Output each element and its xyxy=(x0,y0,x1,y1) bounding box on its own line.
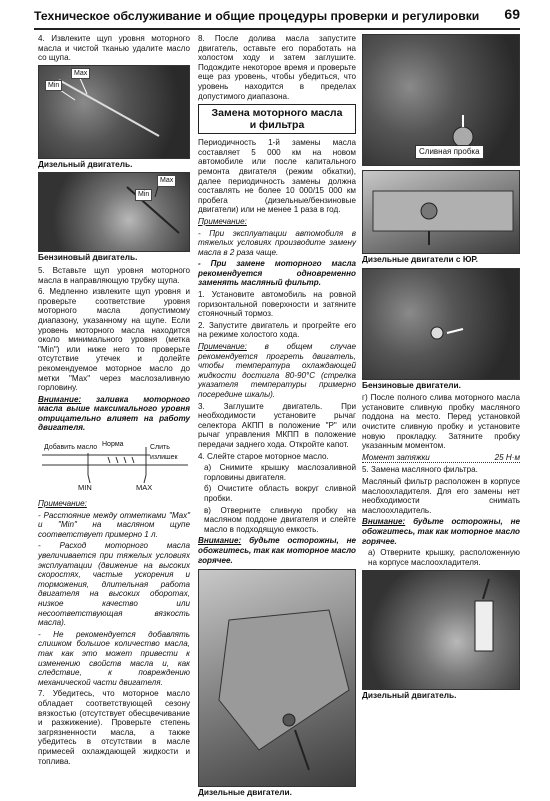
warning-label: Внимание: xyxy=(38,394,82,404)
step-6: 6. Медленно извлеките щуп уровня и проверьте соответствие уровня моторного масла допустимому диапазону, указанному на щупе. Если уровень моторного масла находится около минимального уровня (метка "Min") или ниже него то проверьте отсутствие утечек и долейте рекомендуемое моторное масло до метки "Max" через маслозаливную горловину. xyxy=(38,287,190,393)
diesel-dipstick-photo xyxy=(38,65,190,159)
note-item-3: - Не рекомендуется добавлять слишком большое количество масла, так как это может привести к изменению свойств масла и, как следствие, к повреждению механической части двигателя. xyxy=(38,629,190,687)
oil-cooler-photo xyxy=(362,570,520,690)
step-5: 5. Замена масляного фильтра. xyxy=(362,465,478,475)
caption-petrol: Бензиновый двигатель. xyxy=(38,252,138,263)
caption-diesel-engine: Дизельный двигатель. xyxy=(362,690,457,701)
min-mark-label: Min xyxy=(45,80,62,92)
step-4a: а) Снимите крышку маслозаливной горловины двигателя. xyxy=(204,463,356,482)
warning-text: заливка моторного масла выше максимального уровня отрицательно влияет на работу двигателя. xyxy=(38,394,190,433)
torque xyxy=(362,453,520,464)
intro: Периодичность 1-й замены масла составляет 5 000 км на новом автомобиле или после капитального ремонта двигателя (режим обкатки), далее периодичность замены должна составлять не более 10 000/15 000 км пробега (дизельные/бензиновые двигатели) или не менее 1 раза в год. xyxy=(198,138,356,215)
section-heading xyxy=(198,104,356,134)
petrol-dipstick-photo xyxy=(38,172,190,252)
step-8: 8. После долива масла запустите двигатель, оставьте его поработать на холостом ходу и затем заглушите. Подождите некоторое время и проверьте еще раз уровень, чтобы убедиться, что уровень находится в пределах допустимого диапазона. xyxy=(198,34,356,101)
column-2 xyxy=(198,34,356,801)
step-1: 1. Установите автомобиль на ровной горизонтальной поверхности и затяните стояночный тормоз. xyxy=(198,290,356,319)
section-heading-line1: Замена моторного масла xyxy=(211,107,343,120)
section-heading-line2: и фильтра xyxy=(249,119,305,132)
page-title: Техническое обслуживание и общие процедуры проверки и регулировки xyxy=(34,9,480,23)
step-7: 7. Убедитесь, что моторное масло обладает соответствующей сезону вязкостью (отсутствует обесцвечивание и разжижение). Проверьте степень загрязненности масла, а также убедитесь в отсутствии в масле примесей охлаждающей жидкости и топлива. xyxy=(38,689,190,766)
caption-petrol-engines: Бензиновые двигатели. xyxy=(362,379,461,390)
step-5: 5. Вставьте щуп уровня моторного масла в направляющую трубку щупа. xyxy=(38,265,190,285)
oil-pan-photo xyxy=(198,569,356,787)
page-header xyxy=(34,6,520,30)
drain-plug-label: Сливная пробка xyxy=(415,145,484,159)
caption-diesel: Дизельный двигатель. xyxy=(38,158,133,169)
note1-a: - При эксплуатации автомобиля в тяжелых условиях производите замену масла в 2 раза чаще. xyxy=(198,228,356,257)
torque-value: 25 Н·м xyxy=(494,452,520,462)
gauge-max: MAX xyxy=(136,483,153,493)
gauge-drain: Слить излишек xyxy=(150,443,188,462)
step-g: г) После полного слива моторного масла установите сливную пробку масляного поддона на место. Перед установкой очистите сливную пробку и установите новую прокладку. Затяните пробку указанным моментом. xyxy=(362,393,520,451)
note2: Примечание: в общем случае рекомендуется прогреть двигатель, чтобы температура охлаждающей жидкости достигла 80-90°С (стрелка указателя температуры примерно посередине шкалы). xyxy=(198,342,356,399)
step-4c: в) Отверните сливную пробку на масляном поддоне двигателя и слейте масло в подходящую емкость. xyxy=(204,505,356,534)
warning xyxy=(38,395,190,433)
min-mark-label: Min xyxy=(135,189,152,201)
max-mark-label: Max xyxy=(71,68,90,80)
petrol-pan-photo xyxy=(362,268,520,380)
caption-iop: Дизельные двигатели с ЮР. xyxy=(362,254,478,264)
gauge-normal: Норма xyxy=(102,441,124,449)
gauge-min: MIN xyxy=(78,483,92,493)
torque-label: Момент затяжки xyxy=(362,452,430,462)
drain-plug-photo xyxy=(362,34,520,166)
note-label: Примечание: xyxy=(38,499,87,509)
column-3 xyxy=(362,34,520,704)
column-1 xyxy=(38,34,190,768)
dipstick-gauge-diagram xyxy=(38,437,190,495)
step-4b: б) Очистите область вокруг сливной пробки. xyxy=(204,484,356,503)
step-3: 3. Заглушите двигатель. При необходимости установите рычаг селектора АКПП в положение "P" или рычаг управления МКПП в положение передачи заднего хода. Откройте капот. xyxy=(198,401,356,449)
warning: Внимание: будьте осторожны, не обожгитесь, так как моторное масло горячее. xyxy=(198,536,356,565)
warning: Внимание: будьте осторожны, не обожгитесь, так как моторное масло горячее. xyxy=(362,517,520,546)
step-5-text: Масляный фильтр расположен в корпусе маслоохладителя. Для его замены нет необходимости снимать маслоохладитель. xyxy=(362,476,520,515)
note-item-2: - Расход моторного масла увеличивается при тяжелых условиях эксплуатации (движение на высоких скоростях, частые ускорения и торможения, длительная работа двигателя на высоких оборотах, низкое качество или несоответствующая вязкость масла). xyxy=(38,541,190,628)
page-number: 69 xyxy=(504,6,520,22)
step-2: 2. Запустите двигатель и прогрейте его на режиме холостого хода. xyxy=(198,320,356,340)
step-4: 4. Слейте старое моторное масло. xyxy=(198,451,329,461)
note1-b: - При замене моторного масла рекомендуется одновременно заменять масляный фильтр. xyxy=(198,259,356,288)
note1-label: Примечание: xyxy=(198,216,247,226)
step-4: 4. Извлеките щуп уровня моторного масла и чистой тканью удалите масло со щупа. xyxy=(38,34,190,63)
caption-diesel-engines: Дизельные двигатели. xyxy=(198,787,292,798)
gauge-add: Добавить масло xyxy=(44,444,98,452)
max-mark-label: Max xyxy=(157,175,176,187)
iop-pan-photo xyxy=(362,170,520,254)
note-item-1: - Расстояние между отметками "Max" и "Min" на масляном щупе соответствует примерно 1 л. xyxy=(38,510,190,539)
step-5a: а) Отверните крышку, расположенную на корпусе маслоохладителя. xyxy=(368,548,520,567)
